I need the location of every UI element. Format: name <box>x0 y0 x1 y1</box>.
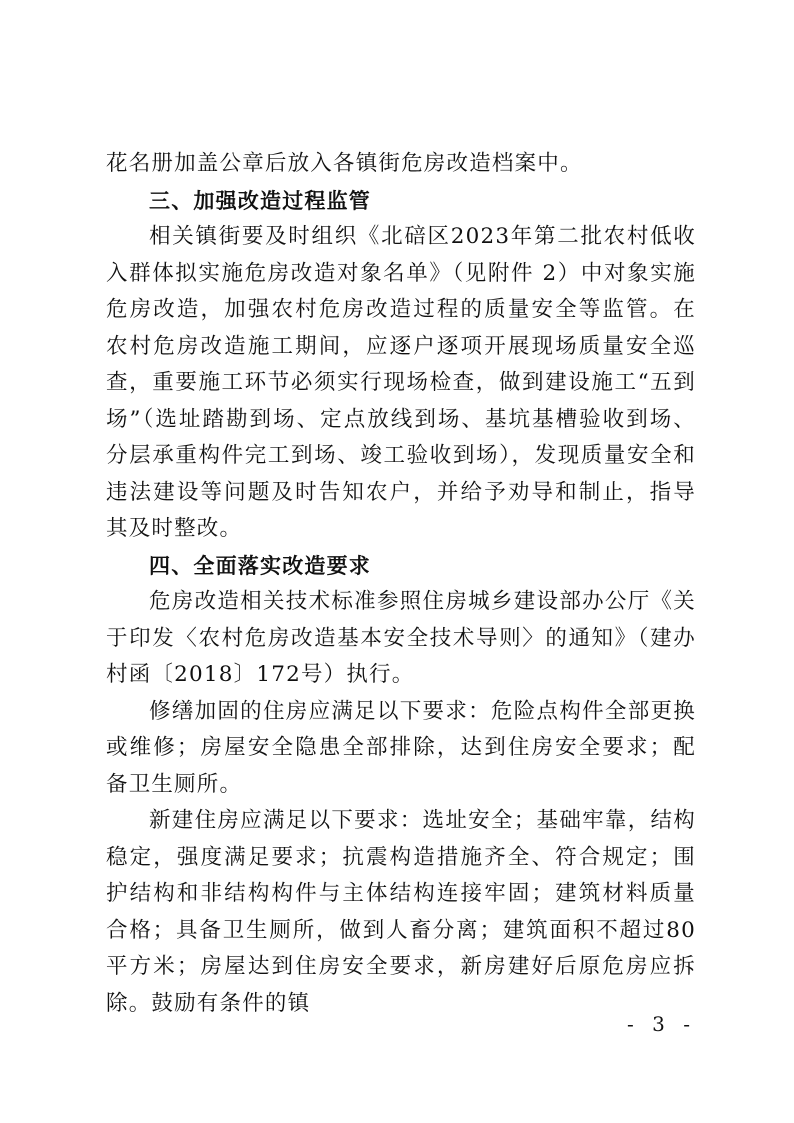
section-heading-4: 四、全面落实改造要求 <box>149 553 371 578</box>
paragraph-technical-standards: 危房改造相关技术标准参照住房城乡建设部办公厅《关于印发〈农村危房改造基本安全技术导则〉的通知》（建办村函〔2018〕172号）执行。 <box>106 589 696 687</box>
section-heading-3: 三、加强改造过程监管 <box>149 188 371 213</box>
paragraph-continuation: 花名册加盖公章后放入各镇街危房改造档案中。 <box>106 151 583 176</box>
document-body <box>106 146 696 1022</box>
paragraph-process-supervision: 相关镇街要及时组织《北碚区2023年第二批农村低收入群体拟实施危房改造对象名单》（见附件 2）中对象实施危房改造，加强农村危房改造过程的质量安全等监管。在农村危房改造施工期间，应逐户逐项开展现场质量安全巡查，重要施工环节必须实行现场检查，做到建设施工“五到场”（选址踏勘到场、定点放线到场、基坑基槽验收到场、分层承重构件完工到场、竣工验收到场），发现质量安全和违法建设等问题及时告知农户，并给予劝导和制止，指导其及时整改。 <box>106 224 696 541</box>
paragraph-repair-requirements: 修缮加固的住房应满足以下要求：危险点构件全部更换或维修；房屋安全隐患全部排除，达到住房安全要求；配备卫生厕所。 <box>106 698 696 797</box>
paragraph-new-build-requirements: 新建住房应满足以下要求：选址安全；基础牢靠，结构稳定，强度满足要求；抗震构造措施齐全、符合规定；围护结构和非结构构件与主体结构连接牢固；建筑材料质量合格；具备卫生厕所，做到人畜分离；建筑面积不超过80平方米；房屋达到住房安全要求，新房建好后原危房应拆除。鼓励有条件的镇 <box>106 808 696 1016</box>
page-number: - 3 - <box>627 1012 696 1036</box>
